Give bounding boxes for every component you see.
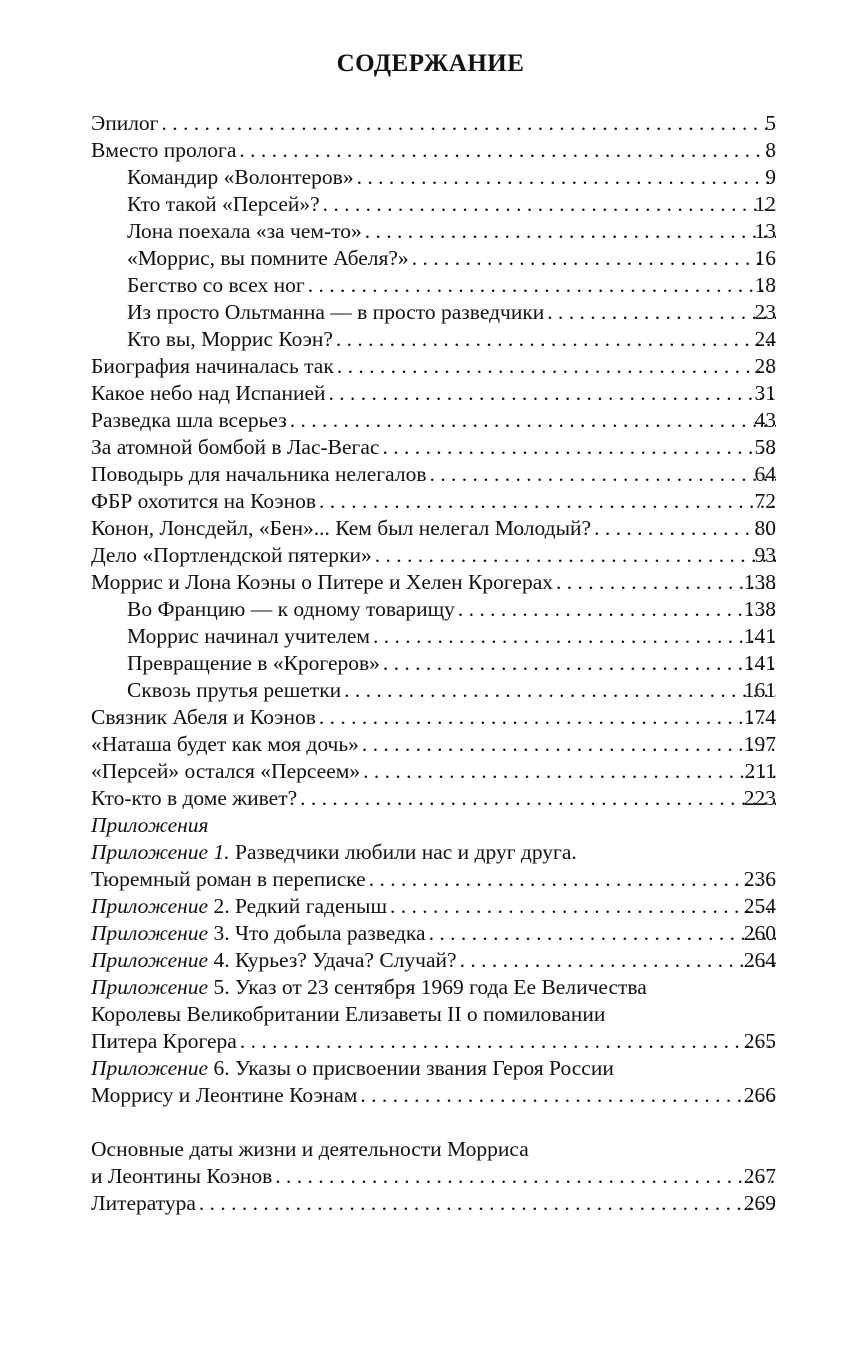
toc-entry-title: Биография начиналась так — [91, 354, 334, 378]
appendix-5-title-cont: Королевы Великобритании Елизаветы II о помиловании — [91, 1002, 606, 1026]
toc-entry-title: Эпилог — [91, 111, 159, 135]
toc-entry-page: 43 — [754, 408, 776, 432]
literature-title: Литература — [91, 1191, 196, 1215]
toc-entry-title: Дело «Портлендской пятерки» — [91, 543, 372, 567]
toc-entry — [91, 191, 776, 218]
toc-entry-page: 24 — [754, 327, 776, 351]
toc-entry-page: 80 — [754, 516, 776, 540]
appendix-6-page: 266 — [743, 1083, 776, 1107]
toc-entry-title: Лона поехала «за чем-то» — [127, 219, 362, 243]
appendix-1-label: Приложение 1. — [91, 840, 230, 864]
toc-entry — [91, 785, 776, 812]
appendix-2-page: 254 — [743, 894, 776, 918]
page-title: СОДЕРЖАНИЕ — [336, 50, 525, 77]
appendix-6-title: 6. Указы о присвоении звания Героя России — [208, 1056, 614, 1080]
toc-entry-title: «Персей» остался «Персеем» — [91, 759, 361, 783]
toc-entry — [91, 569, 776, 596]
toc-entry-title: Разведка шла всерьез — [91, 408, 287, 432]
toc-entry-title: «Моррис, вы помните Абеля?» — [127, 246, 409, 270]
dot-leader — [162, 110, 776, 137]
toc-entry — [91, 110, 776, 137]
dot-leader — [429, 461, 776, 488]
toc-entry — [91, 164, 776, 191]
dot-leader — [239, 137, 776, 164]
dot-leader — [390, 893, 776, 920]
toc-entry-page: 64 — [754, 462, 776, 486]
appendix-1-title: Разведчики любили нас и друг друга. — [229, 840, 577, 864]
toc-entry-title: Моррис и Лона Коэны о Питере и Хелен Крогерах — [91, 570, 554, 594]
dot-leader — [344, 677, 776, 704]
toc-entry-page: 23 — [754, 300, 776, 324]
appendix-4 — [91, 947, 776, 974]
appendix-3-page: 260 — [743, 921, 776, 945]
toc-entry-page: 138 — [743, 570, 776, 594]
appendix-5-label: Приложение — [91, 975, 209, 999]
appendix-2 — [91, 893, 776, 920]
dot-leader — [357, 164, 776, 191]
toc-entry-page: 174 — [743, 705, 776, 729]
toc-entry-title: Какое небо над Испанией — [91, 381, 326, 405]
toc-entry-title: Поводырь для начальника нелегалов — [91, 462, 427, 486]
literature-page: 269 — [743, 1191, 776, 1215]
toc-entry-title: Командир «Волонтеров» — [127, 165, 354, 189]
literature-row — [91, 1190, 776, 1217]
dates-title-end: и Леонтины Коэнов — [91, 1164, 273, 1188]
toc-entry — [91, 758, 776, 785]
appendix-5-title: 5. Указ от 23 сентября 1969 года Ее Величества — [208, 975, 647, 999]
toc-entry-title: Кто такой «Персей»? — [127, 192, 320, 216]
dot-leader — [373, 623, 776, 650]
appendix-1-page: 236 — [743, 867, 776, 891]
toc-entry-title: Связник Абеля и Коэнов — [91, 705, 316, 729]
dot-leader — [336, 326, 776, 353]
appendix-1-line-1 — [91, 839, 776, 866]
toc-entry-page: 28 — [754, 354, 776, 378]
toc-entry — [91, 407, 776, 434]
dot-leader — [594, 515, 776, 542]
toc-entry-page: 9 — [765, 165, 776, 189]
dot-leader — [382, 434, 776, 461]
dot-leader — [337, 353, 776, 380]
dot-leader — [300, 785, 776, 812]
toc-entry-page: 211 — [744, 759, 776, 783]
toc-entry — [91, 299, 776, 326]
toc-entry-page: 18 — [754, 273, 776, 297]
appendix-4-title: 4. Курьез? Удача? Случай? — [208, 948, 457, 972]
toc-entry-page: 16 — [754, 246, 776, 270]
toc-entry-page: 161 — [743, 678, 776, 702]
toc-entry-page: 138 — [743, 597, 776, 621]
toc-entry — [91, 488, 776, 515]
toc-entry-page: 31 — [754, 381, 776, 405]
dot-leader — [308, 272, 776, 299]
appendix-2-title: 2. Редкий гаденыш — [208, 894, 388, 918]
dot-leader — [319, 488, 776, 515]
toc-entry-title: ФБР охотится на Коэнов — [91, 489, 316, 513]
toc-entry-page: 12 — [754, 192, 776, 216]
dot-leader — [199, 1190, 776, 1217]
toc-entry — [91, 218, 776, 245]
toc-entry-page: 141 — [743, 651, 776, 675]
appendix-5-title-end: Питера Крогера — [91, 1029, 237, 1053]
appendix-6-label: Приложение — [91, 1056, 209, 1080]
toc-entry — [91, 434, 776, 461]
toc-entry — [91, 515, 776, 542]
toc-entry-title: Вместо пролога — [91, 138, 237, 162]
dates-line-1 — [91, 1136, 776, 1163]
appendix-6-line-1 — [91, 1055, 776, 1082]
appendix-6-line-2 — [91, 1082, 776, 1109]
toc-entry-page: 223 — [743, 786, 776, 810]
toc-entry-page: 8 — [765, 138, 776, 162]
appendix-2-label: Приложение — [91, 894, 209, 918]
toc-entry-title: Моррис начинал учителем — [127, 624, 370, 648]
toc-entry — [91, 380, 776, 407]
toc-entry-page: 5 — [765, 111, 776, 135]
table-of-contents — [91, 110, 776, 1217]
toc-entry — [91, 704, 776, 731]
toc-entry — [91, 245, 776, 272]
dates-title: Основные даты жизни и деятельности Морриса — [91, 1137, 529, 1161]
toc-entry-page: 197 — [743, 732, 776, 756]
toc-entry — [91, 272, 776, 299]
dot-leader — [362, 731, 776, 758]
toc-entry — [91, 731, 776, 758]
toc-entry-page: 58 — [754, 435, 776, 459]
dot-leader — [319, 704, 776, 731]
appendix-3-title: 3. Что добыла разведка — [208, 921, 426, 945]
dot-leader — [383, 650, 776, 677]
appendix-heading: Приложения — [91, 813, 209, 837]
appendix-4-label: Приложение — [91, 948, 209, 972]
toc-entry-page: 93 — [754, 543, 776, 567]
toc-entry-title: Сквозь прутья решетки — [127, 678, 342, 702]
toc-entry-title: «Наташа будет как моя дочь» — [91, 732, 359, 756]
appendix-heading-row — [91, 812, 776, 839]
toc-entry — [91, 461, 776, 488]
dot-leader — [412, 245, 776, 272]
dot-leader — [329, 380, 776, 407]
toc-entry — [91, 353, 776, 380]
toc-entry — [91, 596, 776, 623]
appendix-1-subtitle: Тюремный роман в переписке — [91, 867, 366, 891]
appendix-3-label: Приложение — [91, 921, 209, 945]
appendix-1-line-2 — [91, 866, 776, 893]
dot-leader — [290, 407, 776, 434]
toc-entry-title: За атомной бомбой в Лас-Вегас — [91, 435, 380, 459]
dot-leader — [323, 191, 776, 218]
dot-leader — [375, 542, 776, 569]
appendix-5-line-3 — [91, 1028, 776, 1055]
dot-leader — [369, 866, 776, 893]
appendix-5-page: 265 — [743, 1029, 776, 1053]
toc-entry — [91, 542, 776, 569]
dot-leader — [458, 596, 776, 623]
appendix-3 — [91, 920, 776, 947]
dates-line-2 — [91, 1163, 776, 1190]
dates-page: 267 — [743, 1164, 776, 1188]
toc-entry-title: Кто-кто в доме живет? — [91, 786, 298, 810]
toc-entry-page: 13 — [754, 219, 776, 243]
toc-entry — [91, 137, 776, 164]
dot-leader — [460, 947, 776, 974]
toc-entry-title: Из просто Ольтманна — в просто разведчики — [127, 300, 545, 324]
toc-entry-page: 141 — [743, 624, 776, 648]
dot-leader — [360, 1082, 776, 1109]
toc-entry — [91, 623, 776, 650]
dot-leader — [547, 299, 776, 326]
toc-entry-title: Кто вы, Моррис Коэн? — [127, 327, 333, 351]
toc-entry-title: Превращение в «Крогеров» — [127, 651, 380, 675]
toc-entry — [91, 326, 776, 353]
dot-leader — [363, 758, 776, 785]
toc-entry-title: Во Францию — к одному товарищу — [127, 597, 455, 621]
dot-leader — [365, 218, 776, 245]
appendix-5-line-1 — [91, 974, 776, 1001]
toc-entry-page: 72 — [754, 489, 776, 513]
toc-entry-title: Конон, Лонсдейл, «Бен»... Кем был нелегал Молодый? — [91, 516, 592, 540]
toc-entry — [91, 650, 776, 677]
dot-leader — [275, 1163, 776, 1190]
toc-entry — [91, 677, 776, 704]
appendix-6-title-end: Моррису и Леонтине Коэнам — [91, 1083, 358, 1107]
toc-entry-title: Бегство со всех ног — [127, 273, 305, 297]
toc-entries — [91, 110, 776, 812]
appendix-4-page: 264 — [743, 948, 776, 972]
appendix-5-line-2 — [91, 1001, 776, 1028]
dot-leader — [240, 1028, 776, 1055]
dot-leader — [429, 920, 776, 947]
